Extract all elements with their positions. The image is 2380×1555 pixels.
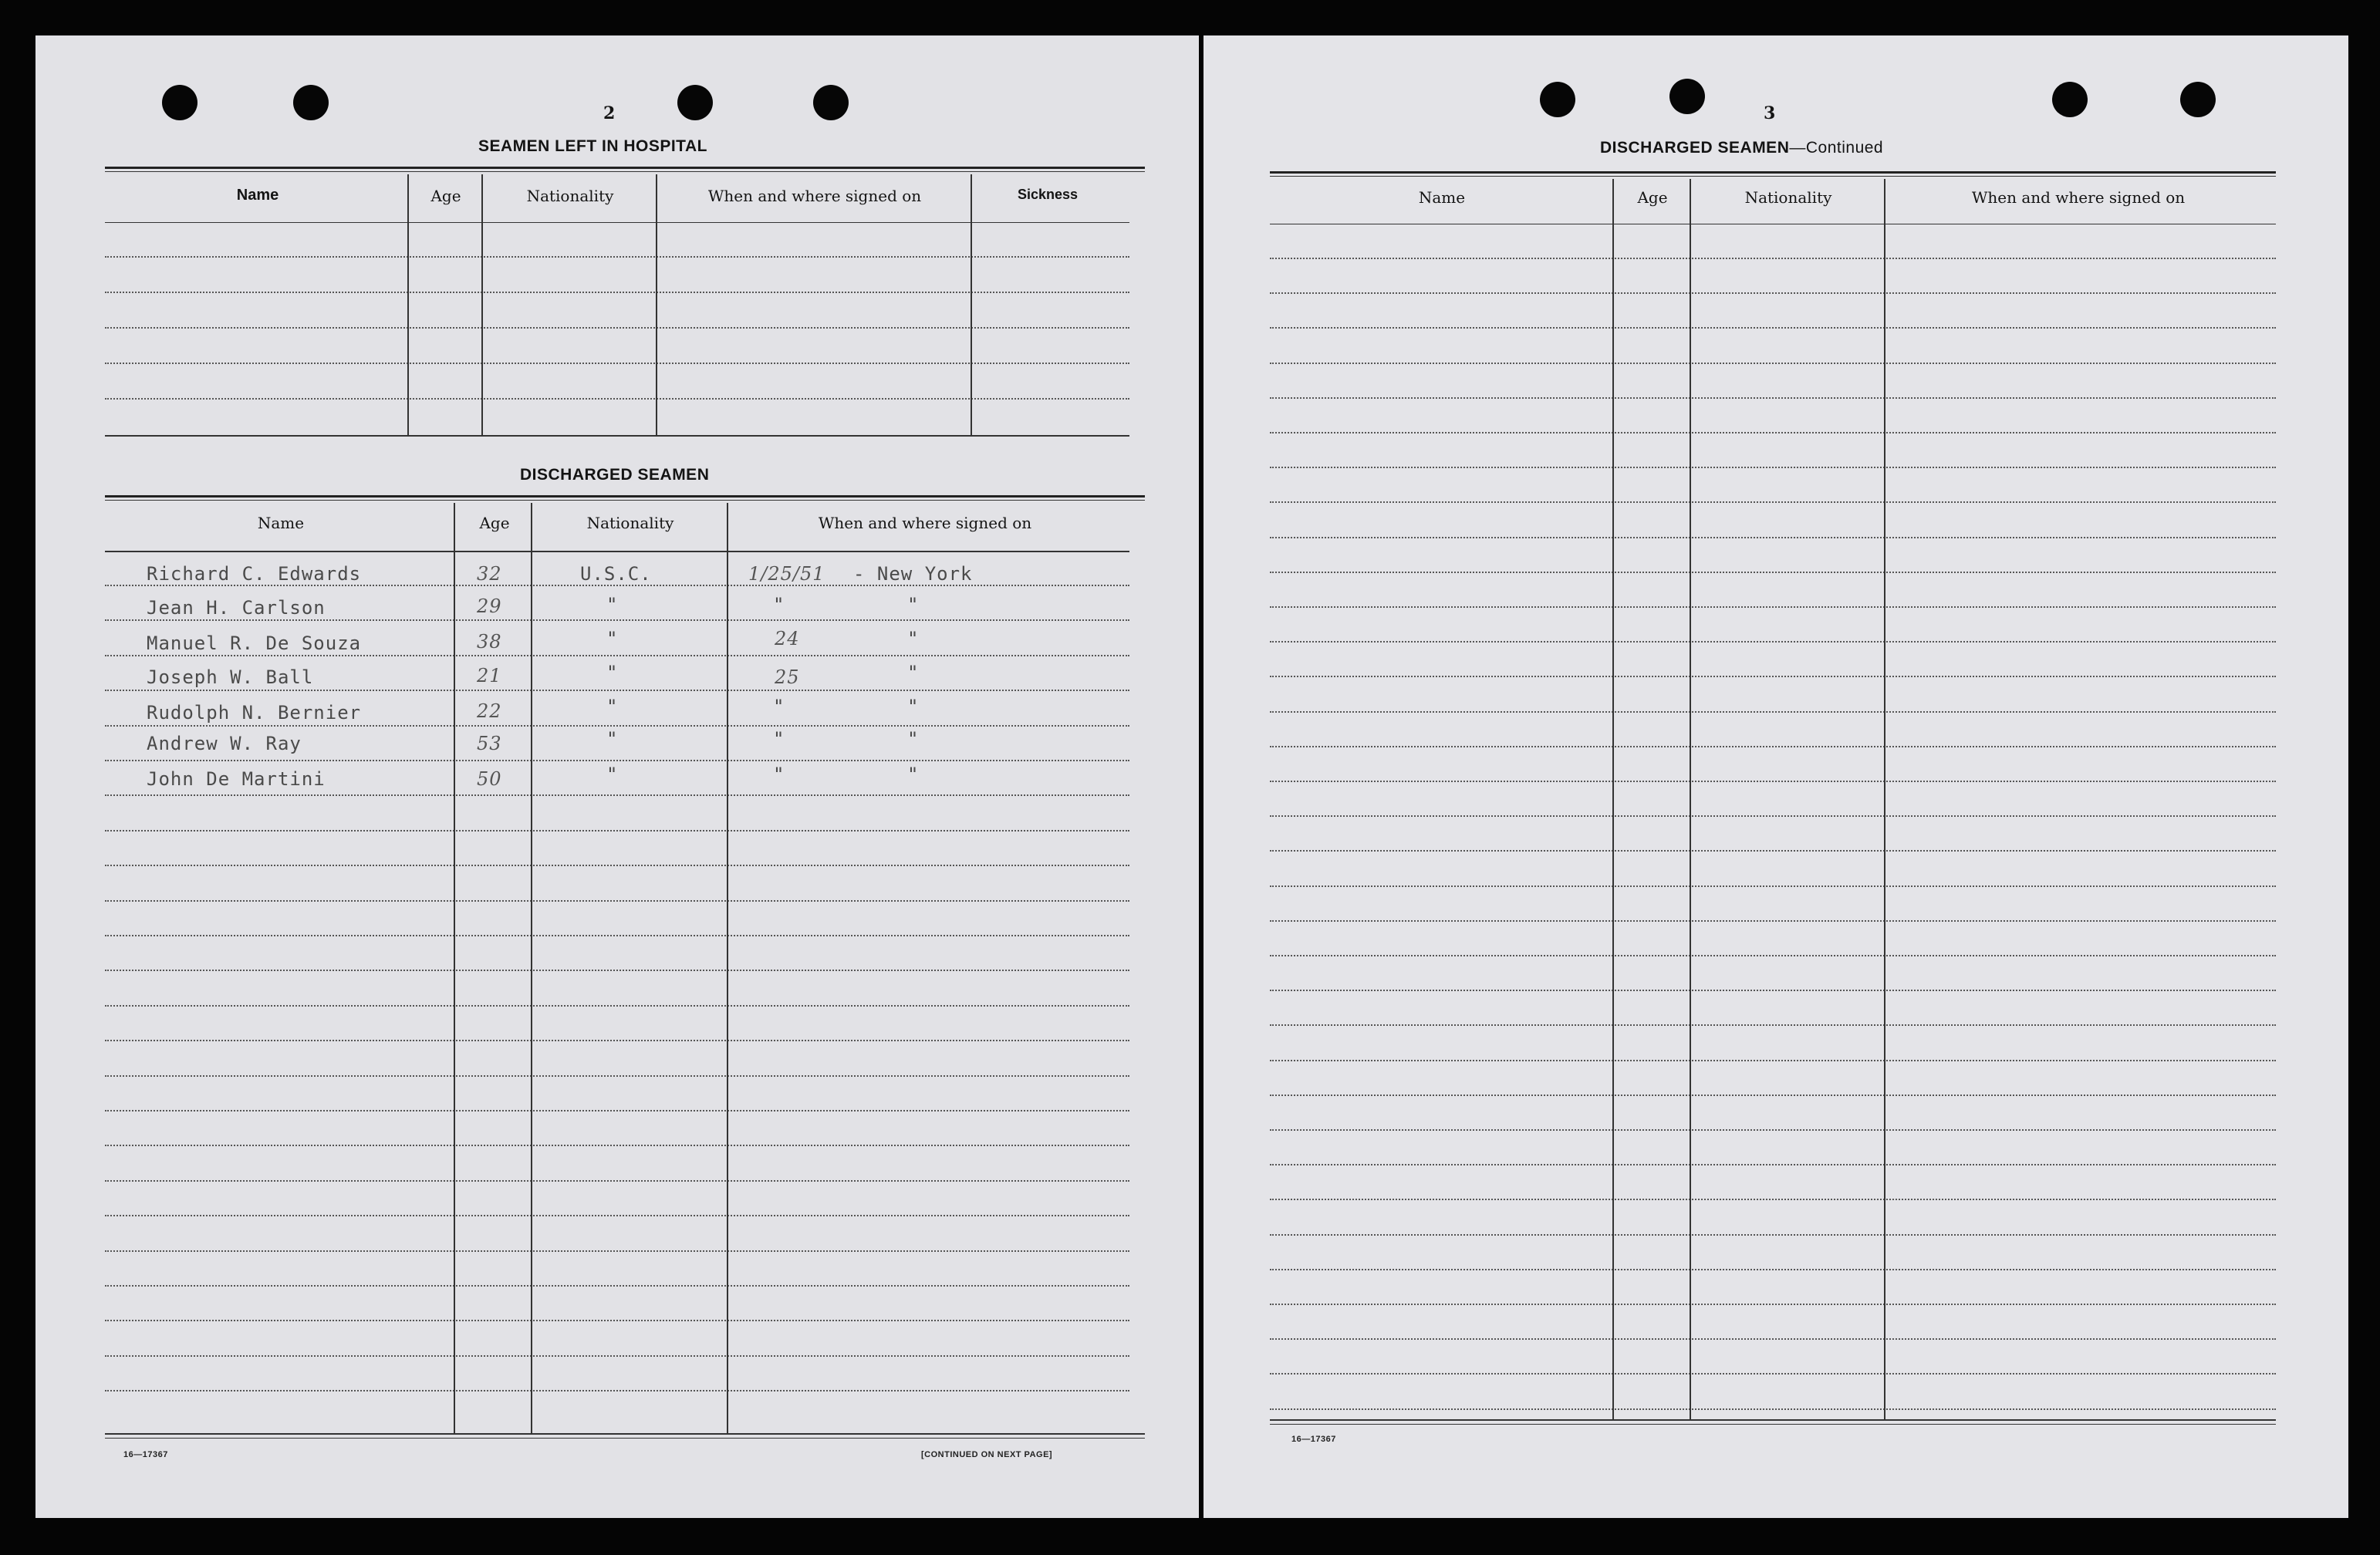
col-divider bbox=[454, 503, 455, 1435]
signed-on-date: " bbox=[773, 728, 785, 750]
row-line bbox=[1270, 467, 2276, 468]
form-number: 16—17367 bbox=[123, 1450, 168, 1459]
seaman-nationality: " bbox=[606, 594, 619, 616]
col-divider bbox=[407, 174, 409, 437]
col-header-nationality: Nationality bbox=[586, 514, 674, 532]
col-header-name: Name bbox=[257, 514, 305, 532]
seaman-name: Jean H. Carlson bbox=[147, 597, 326, 619]
right-page bbox=[1204, 35, 2348, 1518]
row-line bbox=[1270, 1164, 2276, 1165]
seaman-name: Joseph W. Ball bbox=[147, 666, 314, 688]
row-line bbox=[105, 1110, 1129, 1111]
row-line bbox=[105, 830, 1129, 831]
row-line bbox=[105, 1215, 1129, 1216]
seaman-nationality: " bbox=[606, 728, 619, 750]
row-line bbox=[1270, 711, 2276, 713]
col-divider bbox=[1690, 179, 1691, 1421]
col-header-nationality: Nationality bbox=[1744, 188, 1832, 207]
form-number: 16—17367 bbox=[1291, 1435, 1336, 1444]
row-line bbox=[1270, 258, 2276, 259]
binder-hole bbox=[1540, 82, 1575, 117]
row-line bbox=[1270, 1060, 2276, 1061]
rule bbox=[105, 435, 1129, 437]
continued-table-title bbox=[1600, 139, 1883, 157]
row-line bbox=[105, 1390, 1129, 1391]
row-line bbox=[1270, 397, 2276, 399]
row-line bbox=[1270, 815, 2276, 817]
signed-on-place: " bbox=[907, 764, 920, 785]
row-line bbox=[105, 1355, 1129, 1357]
seaman-nationality: " bbox=[606, 628, 619, 649]
row-line bbox=[1270, 1269, 2276, 1270]
row-line bbox=[1270, 1408, 2276, 1410]
seaman-name: Manuel R. De Souza bbox=[147, 632, 362, 654]
seaman-nationality: " bbox=[606, 696, 619, 717]
col-header-sickness: Sickness bbox=[1017, 187, 1079, 202]
row-line bbox=[105, 655, 1129, 656]
binder-hole bbox=[813, 85, 849, 120]
rule bbox=[1270, 1419, 2276, 1421]
col-header-signed-on: When and where signed on bbox=[707, 187, 922, 205]
row-line bbox=[105, 619, 1129, 621]
row-line bbox=[105, 1320, 1129, 1321]
rule bbox=[105, 551, 1129, 552]
row-line bbox=[1270, 432, 2276, 433]
row-line bbox=[1270, 955, 2276, 956]
left-page bbox=[35, 35, 1199, 1518]
row-line bbox=[105, 256, 1129, 258]
col-divider bbox=[1884, 179, 1885, 1421]
seaman-age: 22 bbox=[477, 700, 502, 722]
seaman-age: 50 bbox=[477, 768, 502, 790]
row-line bbox=[105, 327, 1129, 329]
col-header-age: Age bbox=[430, 187, 461, 205]
rule bbox=[1270, 171, 2276, 174]
row-line bbox=[105, 1250, 1129, 1252]
row-line bbox=[105, 363, 1129, 364]
row-line bbox=[1270, 746, 2276, 747]
col-header-name: Name bbox=[1418, 188, 1466, 207]
page-number: 2 bbox=[603, 103, 616, 123]
row-line bbox=[105, 1040, 1129, 1041]
seaman-age: 38 bbox=[477, 631, 502, 653]
col-divider bbox=[531, 503, 532, 1435]
row-line bbox=[105, 585, 1129, 586]
col-divider bbox=[656, 174, 657, 437]
row-line bbox=[1270, 920, 2276, 922]
seaman-nationality: U.S.C. bbox=[580, 563, 652, 585]
signed-on-place: " bbox=[907, 628, 920, 649]
signed-on-date: 25 bbox=[775, 666, 800, 688]
row-line bbox=[105, 935, 1129, 936]
row-line bbox=[105, 794, 1129, 796]
row-line bbox=[1270, 1095, 2276, 1096]
rule bbox=[105, 1438, 1145, 1439]
row-line bbox=[105, 725, 1129, 727]
row-line bbox=[1270, 501, 2276, 503]
row-line bbox=[1270, 327, 2276, 329]
row-line bbox=[1270, 572, 2276, 573]
row-line bbox=[1270, 1129, 2276, 1131]
seaman-age: 29 bbox=[477, 595, 502, 617]
rule bbox=[105, 1433, 1145, 1435]
col-divider bbox=[971, 174, 972, 437]
row-line bbox=[1270, 1234, 2276, 1236]
seaman-nationality: " bbox=[606, 764, 619, 785]
rule bbox=[105, 171, 1145, 172]
row-line bbox=[1270, 885, 2276, 887]
row-line bbox=[1270, 676, 2276, 677]
binder-hole bbox=[1669, 79, 1705, 114]
signed-on-date: 24 bbox=[775, 628, 800, 649]
row-line bbox=[105, 1075, 1129, 1077]
row-line bbox=[1270, 1304, 2276, 1305]
seaman-age: 21 bbox=[477, 665, 502, 686]
row-line bbox=[105, 398, 1129, 400]
binder-hole bbox=[162, 85, 197, 120]
rule bbox=[1270, 1424, 2276, 1425]
col-header-age: Age bbox=[1637, 188, 1668, 207]
row-line bbox=[1270, 1338, 2276, 1340]
title-main: DISCHARGED SEAMEN bbox=[1600, 139, 1790, 157]
page-number: 3 bbox=[1764, 103, 1776, 123]
discharged-table-title: DISCHARGED SEAMEN bbox=[520, 466, 710, 484]
signed-on-date: " bbox=[773, 696, 785, 717]
row-line bbox=[1270, 537, 2276, 538]
row-line bbox=[105, 292, 1129, 293]
row-line bbox=[105, 865, 1129, 866]
row-line bbox=[105, 1005, 1129, 1007]
seaman-name: Richard C. Edwards bbox=[147, 563, 362, 585]
col-header-name: Name bbox=[236, 187, 279, 204]
signed-on-place: " bbox=[907, 728, 920, 750]
seaman-nationality: " bbox=[606, 662, 619, 683]
col-divider bbox=[1612, 179, 1614, 1421]
row-line bbox=[105, 690, 1129, 691]
signed-on-place: - New York bbox=[853, 563, 973, 585]
row-line bbox=[1270, 1199, 2276, 1200]
signed-on-date: 1/25/51 bbox=[748, 563, 825, 585]
signed-on-place: " bbox=[907, 696, 920, 717]
seaman-age: 32 bbox=[477, 563, 502, 585]
row-line bbox=[1270, 292, 2276, 294]
signed-on-place: " bbox=[907, 662, 920, 683]
binder-hole bbox=[2052, 82, 2088, 117]
row-line bbox=[105, 760, 1129, 761]
binder-hole bbox=[293, 85, 329, 120]
rule bbox=[105, 167, 1145, 169]
col-divider bbox=[727, 503, 728, 1435]
seaman-name: Rudolph N. Bernier bbox=[147, 702, 362, 724]
hospital-table-title: SEAMEN LEFT IN HOSPITAL bbox=[478, 137, 707, 155]
col-header-age: Age bbox=[479, 514, 510, 532]
rule bbox=[1270, 176, 2276, 177]
row-line bbox=[105, 970, 1129, 971]
rule bbox=[105, 500, 1145, 501]
seaman-age: 53 bbox=[477, 733, 502, 754]
title-suffix: —Continued bbox=[1789, 139, 1884, 157]
row-line bbox=[105, 1145, 1129, 1146]
col-header-signed-on: When and where signed on bbox=[818, 514, 1032, 532]
seaman-name: John De Martini bbox=[147, 768, 326, 790]
rule bbox=[105, 222, 1129, 223]
row-line bbox=[1270, 606, 2276, 608]
rule bbox=[105, 495, 1145, 498]
signed-on-date: " bbox=[773, 764, 785, 785]
row-line bbox=[1270, 850, 2276, 852]
row-line bbox=[105, 900, 1129, 902]
binder-hole bbox=[2180, 82, 2216, 117]
signed-on-place: " bbox=[907, 594, 920, 616]
signed-on-date: " bbox=[773, 594, 785, 616]
row-line bbox=[1270, 641, 2276, 643]
col-header-nationality: Nationality bbox=[526, 187, 614, 205]
row-line bbox=[1270, 1373, 2276, 1375]
row-line bbox=[1270, 990, 2276, 991]
row-line bbox=[105, 1180, 1129, 1182]
row-line bbox=[1270, 781, 2276, 782]
binder-hole bbox=[677, 85, 713, 120]
row-line bbox=[1270, 363, 2276, 364]
seaman-name: Andrew W. Ray bbox=[147, 733, 302, 754]
continued-note: [CONTINUED ON NEXT PAGE] bbox=[921, 1450, 1053, 1459]
row-line bbox=[1270, 1024, 2276, 1026]
col-header-signed-on: When and where signed on bbox=[1971, 188, 2186, 207]
col-divider bbox=[481, 174, 483, 437]
row-line bbox=[105, 1285, 1129, 1287]
